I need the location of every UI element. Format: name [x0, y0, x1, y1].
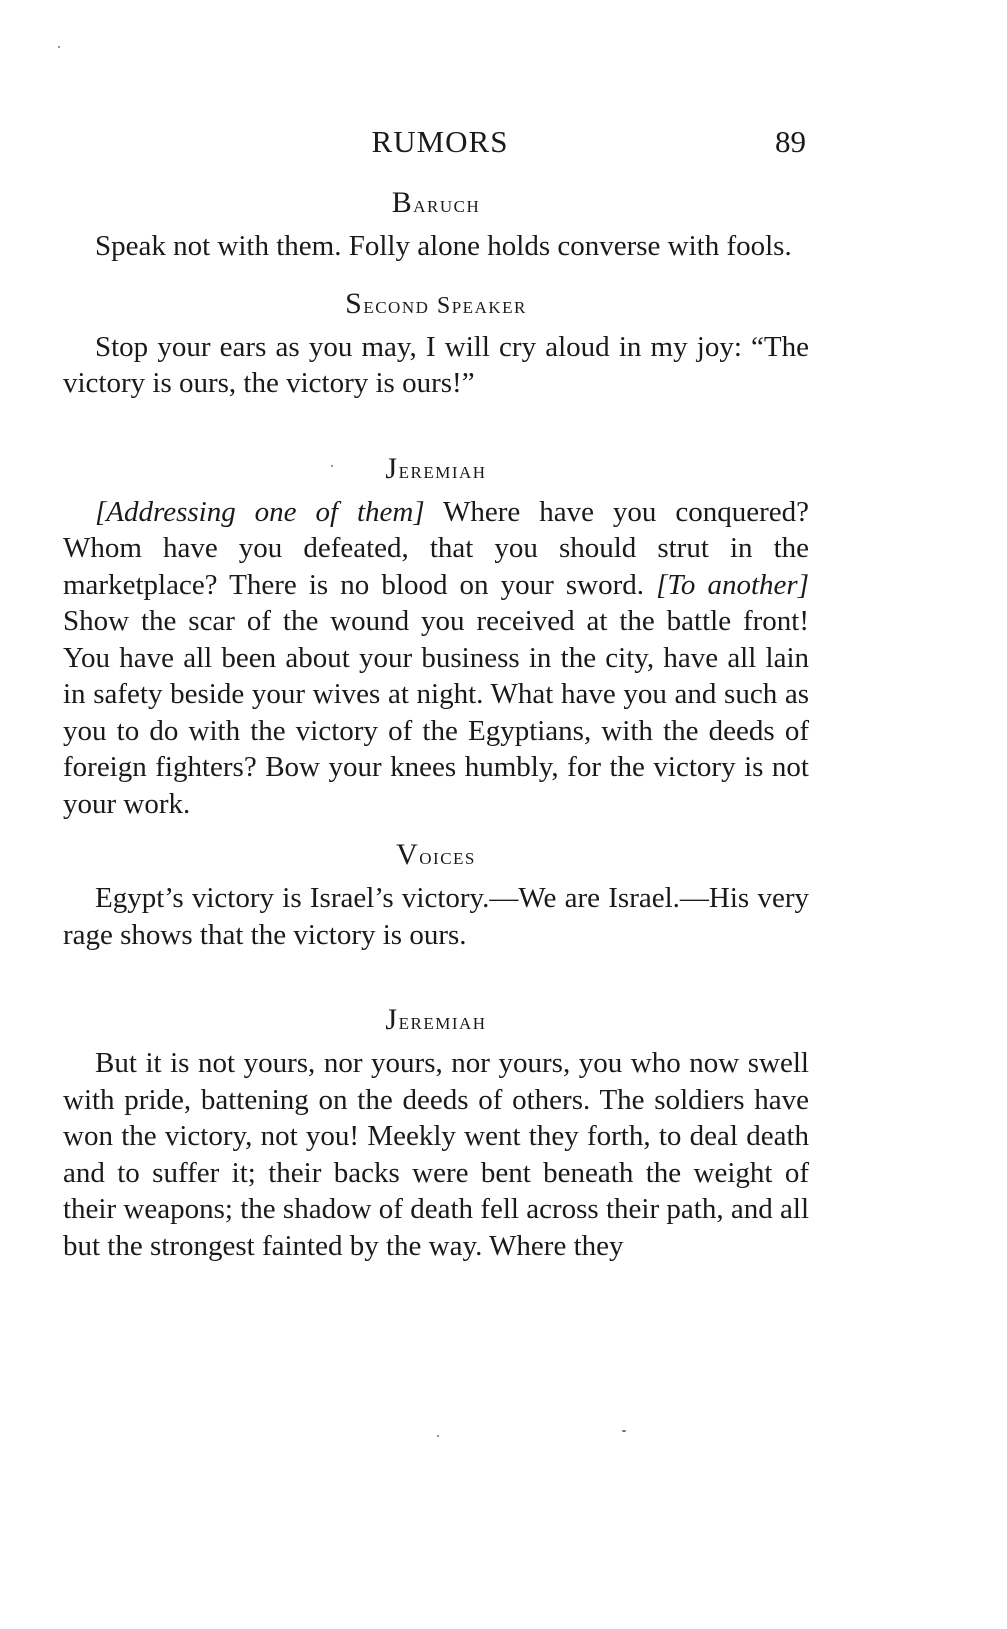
speech-paragraph: Stop your ears as you may, I will cry aloud in my joy: “The victory is ours, the victory is ours!” [63, 330, 809, 399]
speaker-name: Second Speaker [345, 286, 527, 320]
stage-direction: [To another] [656, 568, 809, 601]
speaker-name: Voices [396, 838, 476, 871]
page-number: 89 [775, 124, 806, 159]
scan-speck [58, 46, 60, 48]
speaker-name: Jeremiah [385, 1003, 487, 1036]
speech-paragraph [63, 494, 809, 823]
speech-text: Show the scar of the wound you received at the battle front! You have all been about your business in the city, have all lain in safety beside your wives at night. What have you and such as you to do with the victory of the Egyptians, with the deeds of foreign fighters? Bow your knees humbly, for the victory is not your work. [63, 605, 809, 820]
speech-paragraph: Speak not with them. Folly alone holds converse with fools. [95, 230, 792, 262]
running-title: RUMORS [371, 124, 509, 159]
speech-text: Where have you conquered? Whom have you defeated, that you should strut in the marketplace? There is no blood on your sword. [63, 495, 809, 601]
scan-speck [622, 1430, 626, 1432]
speech-paragraph: Egypt’s victory is Israel’s victory.—We are Israel.—His very rage shows that the victory is ours. [63, 882, 809, 951]
speech-paragraph: But it is not yours, nor yours, nor yours, you who now swell with pride, battening on the deeds of others. The soldiers have won the victory, not you! Meekly went they forth, to deal death and to suffer it; their backs were bent beneath the weight of their weapons; the shadow of death fell across their path, and all but the strongest fainted by the way. Where they [63, 1047, 809, 1262]
stage-direction: [Addressing one of them] [95, 495, 425, 528]
speaker-name: Jeremiah [385, 451, 487, 485]
play-text [63, 188, 809, 1264]
running-head [0, 124, 1007, 164]
scan-speck [437, 1435, 439, 1437]
speaker-name: Baruch [391, 186, 481, 219]
